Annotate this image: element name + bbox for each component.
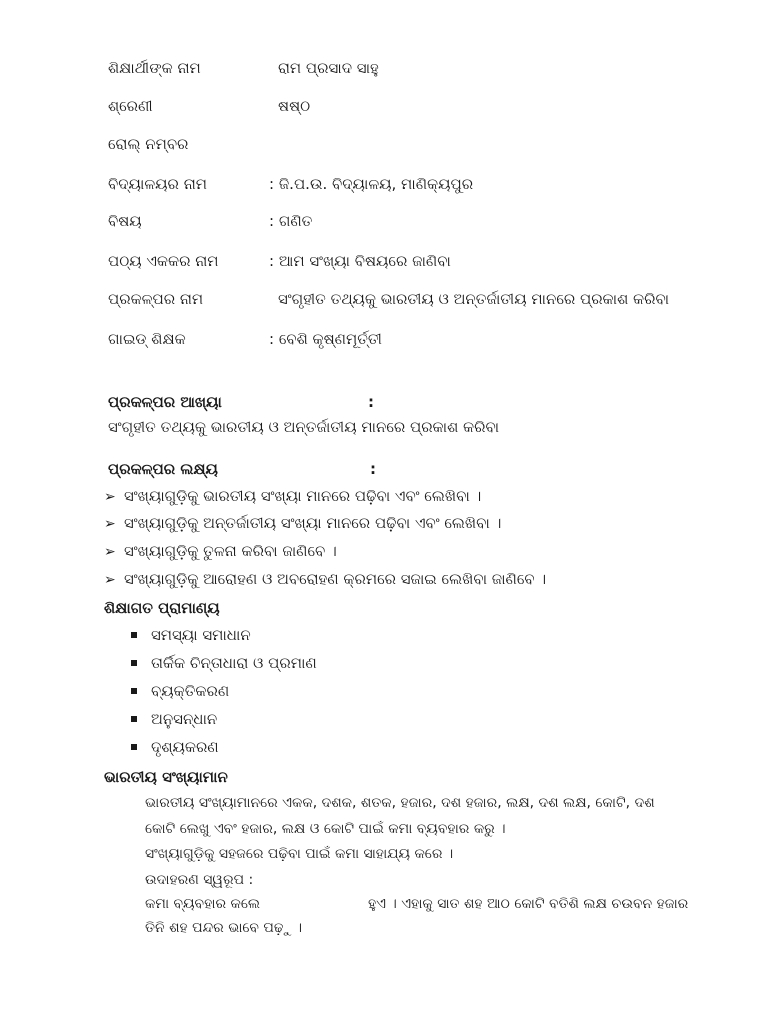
competency-text: ସମସ୍ୟା ସମାଧାନ	[151, 626, 251, 644]
objective-item	[104, 485, 481, 508]
objective-text: ସଂଖ୍ୟାଗୁଡ଼ିକୁ ତୁଳନା କରିବା ଜାଣିବେ ।	[124, 542, 337, 560]
paragraph-line: ସଂଖ୍ୟାଗୁଡ଼ିକୁ ସହଜରେ ପଢ଼ିବା ପାଇଁ କମା ସାହାଯ୍ୟ କରେ ।	[145, 846, 454, 862]
competency-item	[131, 736, 219, 758]
competency-item	[131, 708, 217, 730]
info-label: ରୋଲ୍ ନମ୍ବର	[108, 135, 189, 153]
project-title-text: ସଂଗୃହୀତ ତଥ୍ୟକୁ ଭାରତୀୟ ଓ ଅନ୍ତର୍ଜାତୀୟ ମାନରେ ପ୍ରକାଶ କରିବା	[108, 418, 500, 436]
objective-text: ସଂଖ୍ୟାଗୁଡ଼ିକୁ ଆରୋହଣ ଓ ଅବରୋହଣ କ୍ରମରେ ସଜାଇ ଲେଖିବା ଜାଣିବେ ।	[124, 570, 547, 588]
arrow-bullet-icon: ➢	[104, 544, 116, 560]
info-label: ଗାଇଡ୍ ଶିକ୍ଷକ	[108, 330, 186, 348]
info-value: ଷଷ୍ଠ	[278, 97, 311, 115]
example-right-text: ହୁଏ । ଏହାକୁ ସାତ ଶହ ଆଠ କୋଟି ବତିଶି ଲକ୍ଷ ଚଉବନ ହଜାର	[368, 896, 689, 912]
info-label: ବିଦ୍ୟାଳୟର ନାମ	[108, 175, 207, 193]
info-value: ରାମ ପ୍ରସାଦ ସାହୁ	[278, 59, 379, 77]
square-bullet-icon	[131, 744, 137, 750]
objective-text: ସଂଖ୍ୟାଗୁଡ଼ିକୁ ଭାରତୀୟ ସଂଖ୍ୟା ମାନରେ ପଢ଼ିବା ଏବଂ ଲେଖିବା ।	[124, 487, 482, 505]
example-last-line: ତିନି ଶହ ପନ୍ଦର ଭାବେ ପଢ଼ୁ ।	[145, 920, 303, 936]
square-bullet-icon	[131, 660, 137, 666]
competency-item	[131, 680, 229, 702]
arrow-bullet-icon: ➢	[104, 572, 116, 588]
objective-text: ସଂଖ୍ୟାଗୁଡ଼ିକୁ ଅନ୍ତର୍ଜାତୀୟ ସଂଖ୍ୟା ମାନରେ ପଢ଼ିବା ଏବଂ ଲେଖିବା ।	[124, 514, 502, 532]
indian-system-heading: ଭାରତୀୟ ସଂଖ୍ୟାମାନ	[104, 768, 228, 786]
paragraph-line: ଉଦାହରଣ ସ୍ୱରୂପ :	[145, 872, 254, 888]
project-title-colon: :	[368, 393, 374, 411]
objectives-colon: :	[370, 460, 376, 478]
info-value: : ଗଣିତ	[269, 212, 313, 230]
objective-item	[104, 568, 546, 591]
competency-heading: ଶିକ୍ଷାଗତ ପ୍ରାମାଣ୍ୟ	[104, 599, 220, 617]
objectives-heading: ପ୍ରକଳ୍ପର ଲକ୍ଷ୍ୟ	[108, 460, 218, 478]
paragraph-line: କୋଟି ଲେଖୁ ଏବଂ ହଜାର, ଲକ୍ଷ ଓ କୋଟି ପାଇଁ କମା ବ୍ୟବହାର କରୁ ।	[145, 821, 506, 837]
paragraph-line: ଭାରତୀୟ ସଂଖ୍ୟାମାନରେ ଏକକ, ଦଶକ, ଶତକ, ହଜାର, ଦଶ ହଜାର, ଲକ୍ଷ, ଦଶ ଲକ୍ଷ, କୋଟି, ଦଶ	[145, 795, 655, 811]
info-label: ବିଷୟ	[108, 212, 142, 230]
info-label: ପଠ୍ୟ ଏକକର ନାମ	[108, 252, 219, 270]
square-bullet-icon	[131, 716, 137, 722]
info-value: : ଜି.ପ.ଉ. ବିଦ୍ୟାଳୟ, ମାଣିକ୍ୟପୁର	[269, 175, 474, 193]
square-bullet-icon	[131, 688, 137, 694]
arrow-bullet-icon: ➢	[104, 516, 116, 532]
info-value: : ଆମ ସଂଖ୍ୟା ବିଷୟରେ ଜାଣିବା	[269, 252, 451, 270]
info-value: ସଂଗୃହୀତ ତଥ୍ୟକୁ ଭାରତୀୟ ଓ ଅନ୍ତର୍ଜାତୀୟ ମାନରେ ପ୍ରକାଶ କରିବା	[278, 290, 670, 308]
square-bullet-icon	[131, 632, 137, 638]
info-label: ଶିକ୍ଷାର୍ଥୀଙ୍କ ନାମ	[108, 59, 201, 77]
competency-text: ବ୍ୟକ୍ତିକରଣ	[151, 682, 230, 700]
competency-item	[131, 652, 317, 674]
competency-text: ଅନୁସନ୍ଧାନ	[151, 710, 218, 728]
info-value: : ବେଶି କୃଷ୍ଣମୂର୍ତ୍ତୀ	[269, 330, 382, 348]
project-title-heading: ପ୍ରକଳ୍ପର ଆଖ୍ୟା	[108, 393, 222, 411]
arrow-bullet-icon: ➢	[104, 489, 116, 505]
competency-text: ଦୃଶ୍ୟକରଣ	[151, 738, 219, 756]
info-label: ପ୍ରକଳ୍ପର ନାମ	[108, 290, 204, 308]
objective-item	[104, 512, 501, 535]
info-label: ଶ୍ରେଣୀ	[108, 97, 153, 115]
competency-text: ତାର୍କିକ ଚିନ୍ତାଧାରା ଓ ପ୍ରମାଣ	[151, 654, 317, 672]
objective-item	[104, 540, 337, 563]
competency-item	[131, 624, 251, 646]
example-left-text: କମା ବ୍ୟବହାର କଲେ	[145, 896, 261, 912]
